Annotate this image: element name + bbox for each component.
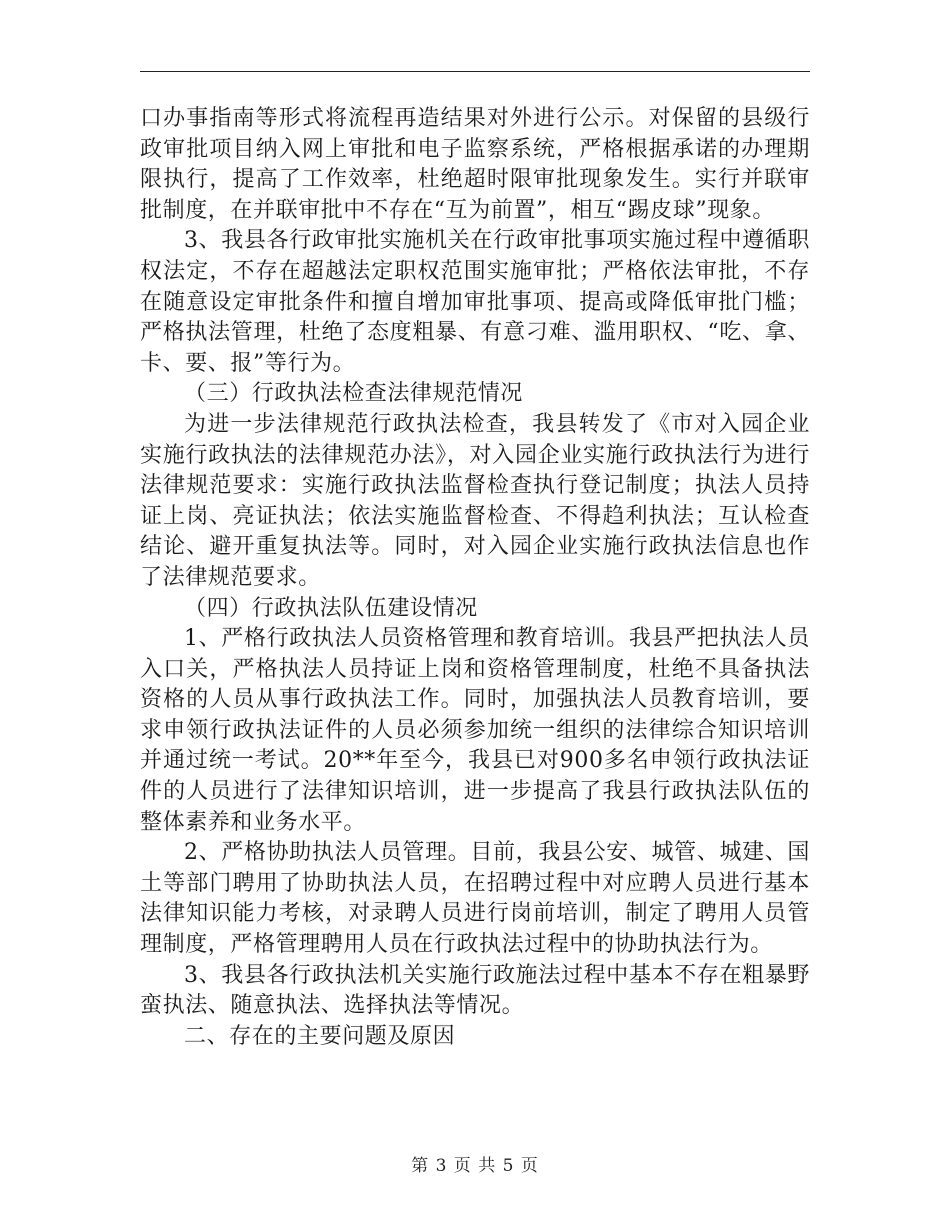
section-heading-problems: 二、存在的主要问题及原因 — [184, 1023, 456, 1049]
document-body — [140, 104, 810, 1052]
section-heading-3: （三）行政执法检查法律规范情况 — [184, 381, 524, 407]
section-heading-4: （四）行政执法队伍建设情况 — [184, 595, 478, 621]
paragraph-item-3-approval: 3、我县各行政审批实施机关在行政审批事项实施过程中遵循职权法定，不存在超越法定职权范围实施审批；严格依法审批，不存在随意设定审批条件和擅自增加审批事项、提高或降低审批门槛；严格执法管理，杜绝了态度粗暴、有意刁难、滥用职权、“吃、拿、卡、要、报”等行为。 — [140, 228, 810, 376]
paragraph-item-3-enforcement: 3、我县各行政执法机关实施行政施法过程中基本不存在粗暴野蛮执法、随意执法、选择执法等情况。 — [140, 962, 810, 1019]
paragraph-item-2-assistants: 2、严格协助执法人员管理。目前，我县公安、城管、城建、国土等部门聘用了协助执法人员，在招聘过程中对应聘人员进行基本法律知识能力考核，对录聘人员进行岗前培训，制定了聘用人员管理制度，严格管理聘用人员在行政执法过程中的协助执法行为。 — [140, 840, 810, 958]
paragraph-continuation: 口办事指南等形式将流程再造结果对外进行公示。对保留的县级行政审批项目纳入网上审批和电子监察系统，严格根据承诺的办理期限执行，提高了工作效率，杜绝超时限审批现象发生。实行并联审批制度，在并联审批中不存在“互为前置”，相互“踢皮球”现象。 — [140, 106, 810, 223]
header-rule — [140, 71, 810, 72]
page-number-footer: 第 3 页 共 5 页 — [411, 1156, 539, 1176]
paragraph-inspection: 为进一步法律规范行政执法检查，我县转发了《市对入园企业实施行政执法的法律规范办法》，对入园企业实施行政执法行为进行法律规范要求：实施行政执法监督检查执行登记制度；执法人员持证上岗、亮证执法；依法实施监督检查、不得趋利执法；互认检查结论、避开重复执法等。同时，对入园企业实施行政执法信息也作了法律规范要求。 — [140, 411, 810, 590]
paragraph-item-1-training: 1、严格行政执法人员资格管理和教育培训。我县严把执法人员入口关，严格执法人员持证上岗和资格管理制度，杜绝不具备执法资格的人员从事行政执法工作。同时，加强执法人员教育培训，要求申领行政执法证件的人员必须参加统一组织的法律综合知识培训并通过统一考试。20**年至今，我县已对900多名申领行政执法证件的人员进行了法律知识培训，进一步提高了我县行政执法队伍的整体素养和业务水平。 — [140, 626, 810, 835]
